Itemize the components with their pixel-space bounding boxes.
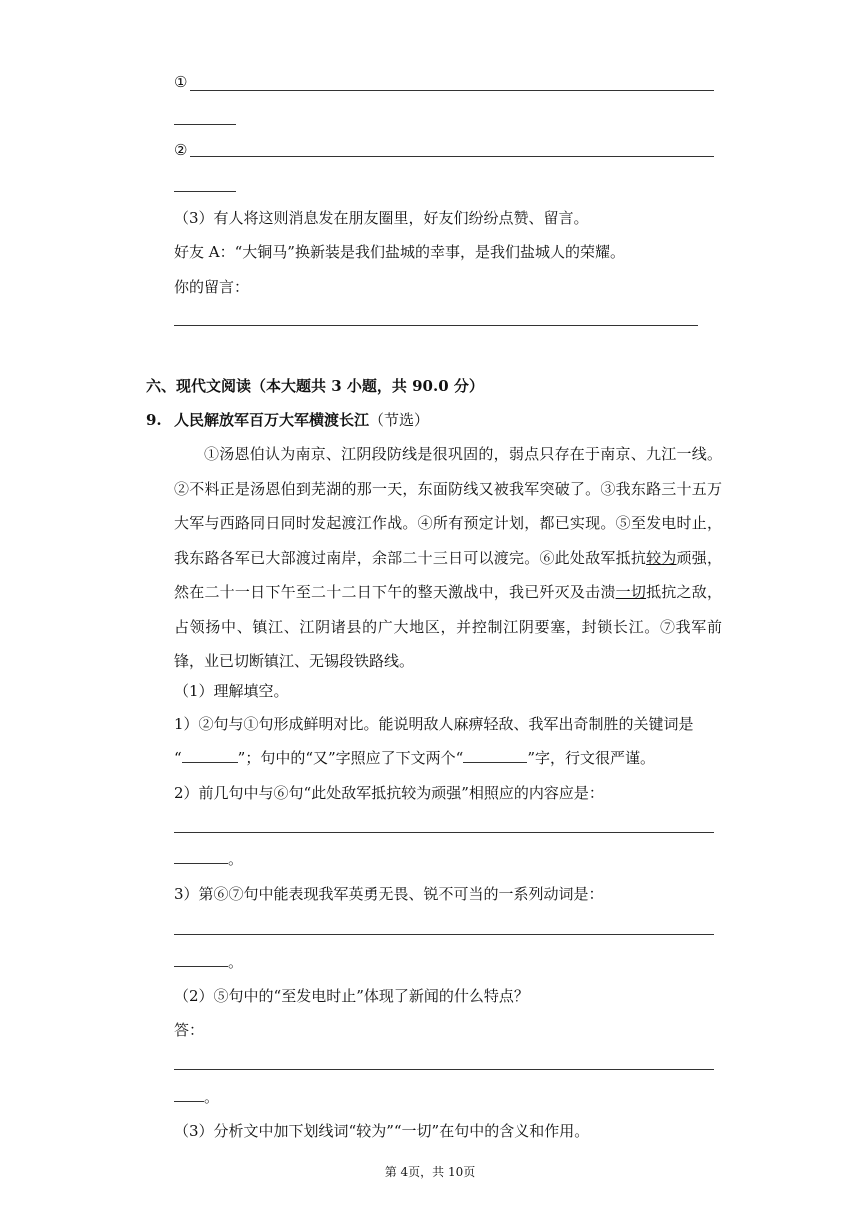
answer-line-2[interactable] <box>190 156 714 157</box>
blank-echo-word[interactable] <box>463 748 527 763</box>
page-footer: 第 4页，共 10页 <box>384 1165 476 1179</box>
passage-title: 人民解放军百万大军横渡长江 <box>174 411 370 429</box>
q1-sub1-line-b <box>174 748 655 768</box>
q1-sub3-period: 。 <box>228 953 244 971</box>
q1-sub3: 3）第⑥⑦句中能表现我军英勇无畏、锐不可当的一系列动词是： <box>174 885 604 903</box>
passage-part-2: 顽强，然在二十一日下午至二十二日下午的整天激战中，我已歼灭及击溃 <box>174 548 722 601</box>
q2-prompt: （2）⑤句中的“至发电时止”体现了新闻的什么特点？ <box>174 987 529 1005</box>
q3-prompt: （3）分析文中加下划线词“较为”“一切”在句中的含义和作用。 <box>174 1122 590 1140</box>
passage-part-1: ①汤恩伯认为南京、江阴段防线是很巩固的，弱点只存在于南京、九江一线。②不料正是汤恩伯到芜湖的那一天，东面防线又被我军突破了。③我东路三十五万大军与西路同日同时发起渡江作战。④所有预定计划，都已实现。⑤至发电时止，我东路各军已大部渡过南岸，余部二十三日可以渡完。⑥此处敌军抵抗 <box>174 445 722 567</box>
q1-mid-text: ”；句中的“又”字照应了下文两个“ <box>237 749 464 767</box>
answer-marker-1: ① <box>174 73 188 91</box>
q1-open-quote: “ <box>174 749 182 767</box>
q2-period: 。 <box>204 1088 220 1106</box>
q2-answer-line-cont[interactable] <box>174 1087 204 1102</box>
q1-sub1-line-a: 1）②句与①句形成鲜明对比。能说明敌人麻痹轻敌、我军出奇制胜的关键词是 <box>174 715 694 733</box>
friend-a-comment: 好友 A：“大铜马”换新装是我们盐城的幸事，是我们盐城人的荣耀。 <box>174 243 625 261</box>
q1-sub2: 2）前几句中与⑥句“此处敌军抵抗较为顽强”相照应的内容应是： <box>174 784 604 802</box>
question-title <box>174 410 429 430</box>
q2-answer-label: 答： <box>174 1021 205 1039</box>
q1-sub3-line-cont[interactable] <box>174 952 228 967</box>
q1-title: （1）理解填空。 <box>174 682 289 700</box>
q1-sub3-line[interactable] <box>174 934 714 935</box>
q2-answer-line[interactable] <box>174 1069 714 1070</box>
answer-line-2-cont[interactable] <box>174 191 236 192</box>
passage-title-note: （节选） <box>369 411 430 429</box>
passage-body <box>174 437 722 679</box>
q1-sub2-line-cont[interactable] <box>174 849 228 864</box>
q2-end-row <box>174 1087 219 1107</box>
question-number: 9. <box>146 411 162 429</box>
q1-sub2-period: 。 <box>228 850 244 868</box>
your-comment-line[interactable] <box>174 325 698 326</box>
q1-sub2-line[interactable] <box>174 832 714 833</box>
underlined-word-jiaowei: 较为 <box>646 548 677 567</box>
section-heading: 六、现代文阅读（本大题共 3 小题，共 90.0 分） <box>146 377 484 395</box>
blank-keyword[interactable] <box>182 748 238 763</box>
answer-line-1[interactable] <box>190 90 714 91</box>
q1-sub3-end-row <box>174 952 243 972</box>
question-3-prompt: （3）有人将这则消息发在朋友圈里，好友们纷纷点赞、留言。 <box>174 209 589 227</box>
q1-sub2-end-row <box>174 849 243 869</box>
answer-marker-2: ② <box>174 141 188 159</box>
passage-part-3: 抵抗之敌，占领扬中、镇江、江阴诸县的广大地区，并控制江阴要塞，封锁长江。⑦我军前锋，业已切断镇江、无锡段铁路线。 <box>174 583 722 670</box>
your-comment-label: 你的留言： <box>174 278 250 296</box>
q1-end-text: ”字，行文很严谨。 <box>527 749 656 767</box>
answer-line-1-cont[interactable] <box>174 124 236 125</box>
underlined-word-yiqie: 一切 <box>615 583 647 601</box>
